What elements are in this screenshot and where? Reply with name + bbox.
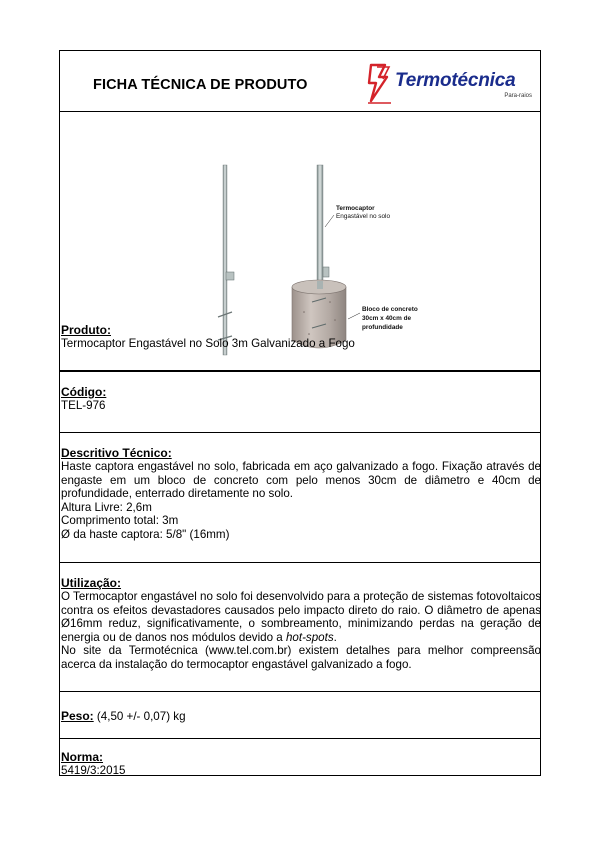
divider xyxy=(60,738,540,739)
descritivo-comprimento: Comprimento total: 3m xyxy=(61,514,179,528)
descritivo-paragraph: Haste captora engastável no solo, fabricada em aço galvanizado a fogo. Fixação através de engaste em um bloco de concreto com pelo menos 30cm de diâmetro e 40cm de profundidade, enterrado diretamente no solo. xyxy=(61,460,541,501)
section-descritivo xyxy=(61,447,541,542)
company-logo xyxy=(365,63,540,105)
codigo-value: TEL-976 xyxy=(61,399,106,412)
utilizacao-text-a: O Termocaptor engastável no solo foi desenvolvido para a proteção de sistemas fotovoltaicos contra os efeitos devastadores causados pelo impacto direto do raio. O diâmetro de apenas Ø16mm reduz, significativamente, o sombreamento, minimizando perdas na geração de energia ou de danos nos módulos devido a xyxy=(61,590,541,644)
peso-value: (4,50 +/- 0,07) kg xyxy=(93,710,186,723)
norma-label: Norma: xyxy=(61,750,104,764)
rod-in-concrete-view xyxy=(292,165,346,348)
produto-label: Produto: xyxy=(61,323,111,337)
divider xyxy=(60,691,540,692)
callout-termocaptor-sub: Engastável no solo xyxy=(336,213,391,220)
callout-concrete-depth: profundidade xyxy=(362,324,403,331)
section-norma xyxy=(61,751,541,778)
callout-concrete-title: Bloco de concreto xyxy=(362,306,418,313)
codigo-label: Código: xyxy=(61,385,107,399)
utilizacao-text-end: . xyxy=(333,630,337,644)
callout-concrete-size: 30cm x 40cm de xyxy=(362,315,412,322)
section-codigo xyxy=(61,386,541,413)
divider xyxy=(60,562,540,563)
section-peso xyxy=(61,707,541,725)
utilizacao-paragraph-1 xyxy=(61,590,541,644)
page-title: FICHA TÉCNICA DE PRODUTO xyxy=(93,77,308,93)
callout-termocaptor xyxy=(325,205,390,227)
section-produto xyxy=(61,324,541,351)
product-sheet xyxy=(59,50,541,776)
utilizacao-label: Utilização: xyxy=(61,576,122,590)
utilizacao-paragraph-2: No site da Termotécnica (www.tel.com.br) existem detalhes para melhor compreensão acerca da instalação do termocaptor engastável galvanizado a fogo. xyxy=(61,644,541,671)
callout-termocaptor-title: Termocaptor xyxy=(336,205,375,212)
peso-label: Peso: xyxy=(61,709,94,723)
divider xyxy=(60,371,540,372)
logo-wordmark: Termotécnica xyxy=(395,70,516,91)
produto-value: Termocaptor Engastável no Solo 3m Galvanizado a Fogo xyxy=(61,337,355,350)
norma-value: 5419/3:2015 xyxy=(61,764,126,777)
sheet-header xyxy=(60,51,540,112)
descritivo-label: Descritivo Técnico: xyxy=(61,446,172,460)
divider xyxy=(60,432,540,433)
lightning-logo-icon xyxy=(365,63,395,105)
section-utilizacao xyxy=(61,577,541,672)
logo-tagline: Para-raios xyxy=(504,93,532,99)
descritivo-altura: Altura Livre: 2,6m xyxy=(61,500,152,514)
descritivo-diametro: Ø da haste captora: 5/8" (16mm) xyxy=(61,527,230,541)
utilizacao-text-italic: hot-spots xyxy=(285,630,334,644)
